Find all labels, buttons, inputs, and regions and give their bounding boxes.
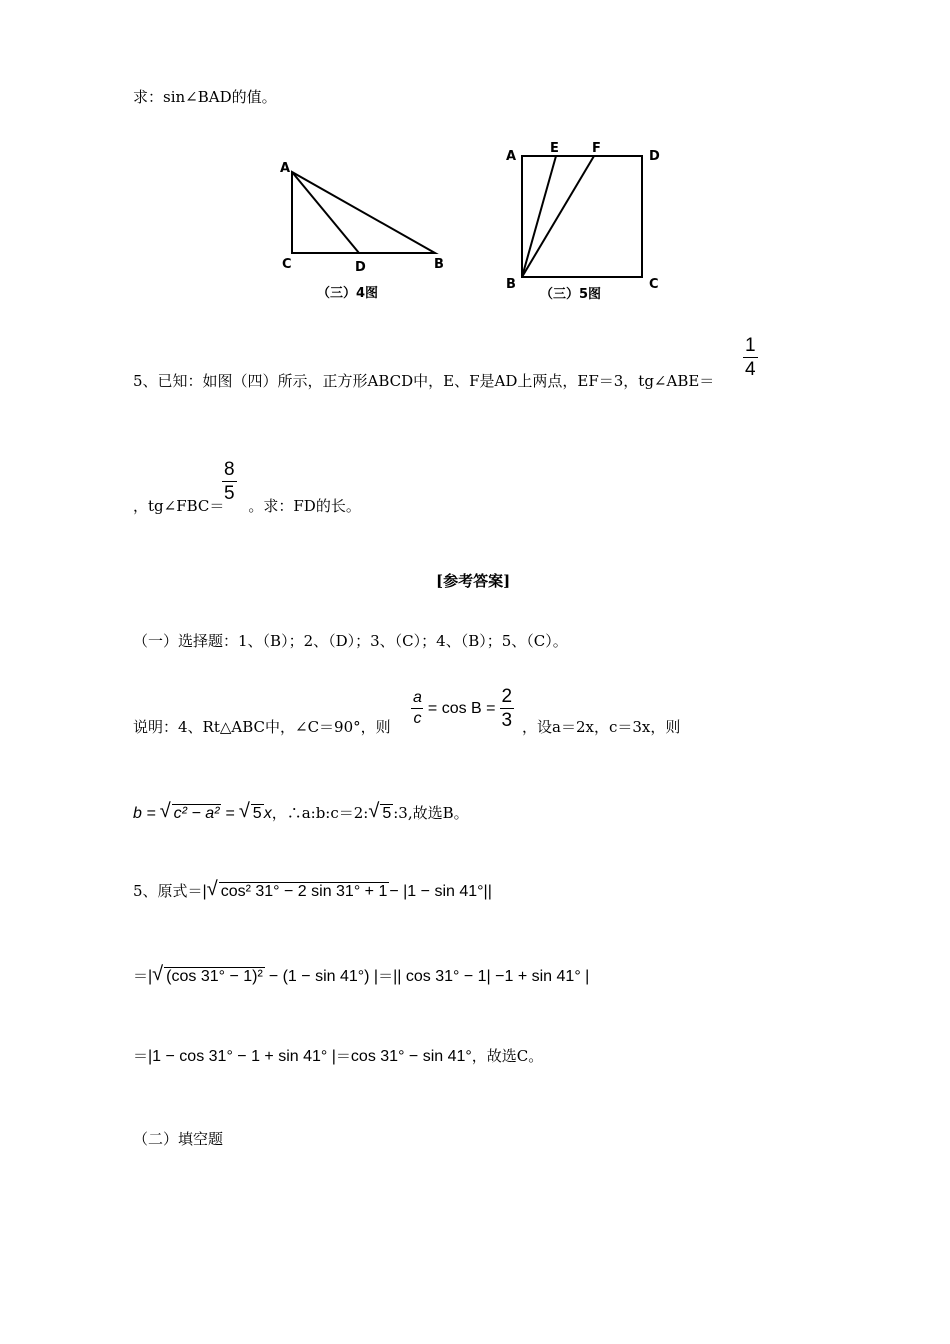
b-formula-line — [133, 800, 469, 823]
choice-answers: （一）选择题：1、（B）；2、（D）；3、（C）；4、（B）；5、（C）。 — [133, 632, 568, 650]
q5-tail: ，故选C。 — [471, 1047, 544, 1065]
fig4-label-a: A — [280, 161, 291, 176]
fig5-caption: （三）5图 — [540, 287, 602, 302]
fig4-label-c: C — [282, 257, 292, 272]
b-lhs: b = — [133, 805, 156, 822]
fraction-denominator: 5 — [224, 483, 235, 504]
equals-sign: ＝ — [335, 1047, 351, 1065]
question-5-text2a: ，tg∠FBC＝ — [133, 497, 225, 515]
radicand-cos-expr: cos² 31° − 2 sin 31° + 1 — [220, 883, 388, 900]
radical-sign: √ — [238, 800, 250, 822]
fig5-label-d: D — [649, 149, 660, 164]
q5-step2-line — [133, 963, 589, 986]
q5-original-line — [133, 878, 492, 901]
fraction-numerator: 1 — [745, 335, 756, 356]
fraction-eight-fifths — [222, 460, 237, 503]
fraction-denominator: 4 — [745, 359, 756, 380]
fraction-denominator: c — [413, 710, 422, 727]
radicand-c2-a2: c² − a² — [173, 805, 220, 822]
figure-4-triangle — [270, 150, 460, 310]
radical-sign: √ — [159, 800, 171, 822]
answers-heading: [参考答案] — [436, 572, 511, 590]
question-5-line1 — [133, 370, 714, 391]
explanation-prefix: 说明：4、Rt△ABC中，∠C＝90°，则 — [133, 718, 391, 736]
radical-sign: √ — [368, 800, 380, 822]
fig4-label-b: B — [434, 257, 444, 272]
equals-sign: ＝ — [133, 967, 149, 985]
fig5-label-b: B — [506, 277, 516, 292]
fraction-numerator: a — [413, 689, 422, 706]
question-5-text2b: 。求：FD的长。 — [248, 497, 361, 515]
radicand-5b: 5 — [382, 805, 392, 822]
abs-bar: | — [202, 883, 207, 900]
fig5-label-a: A — [506, 149, 517, 164]
equals-sign: = — [225, 805, 235, 822]
q5-expr3b: cos 31° − sin 41° — [350, 1048, 472, 1065]
figure-5-square — [498, 136, 678, 306]
ratio-text: ，∴a:b:c＝2: — [271, 804, 369, 822]
variable-x: x — [263, 805, 272, 822]
q5-step3-line — [133, 1045, 543, 1066]
q5-expr2c: || cos 31° − 1| −1 + sin 41° | — [393, 968, 590, 985]
fill-in-heading: （二）填空题 — [133, 1130, 224, 1148]
radicand-square: (cos 31° − 1)² — [166, 968, 263, 985]
fig5-label-f: F — [592, 141, 601, 156]
fraction-numerator: 8 — [224, 459, 235, 480]
fig5-label-e: E — [550, 141, 559, 156]
fraction-denominator: 3 — [501, 710, 513, 731]
fig4-caption: （三）4图 — [317, 286, 379, 301]
radical-sign: √ — [152, 963, 164, 985]
q5-expr1b: − |1 − sin 41°|| — [389, 883, 492, 900]
q5-expr3a: |1 − cos 31° − 1 + sin 41° | — [148, 1048, 336, 1065]
cos-b-formula — [411, 687, 514, 730]
fraction-one-quarter — [743, 336, 758, 379]
question-5-text1: 5、已知：如图（四）所示，正方形ABCD中，E、F是AD上两点，EF＝3，tg∠ABE＝ — [133, 372, 715, 390]
explanation-suffix: ，设a＝2x，c＝3x，则 — [522, 718, 681, 736]
radical-sign: √ — [206, 878, 218, 900]
fraction-numerator: 2 — [501, 686, 513, 707]
q5-expr2b: − (1 − sin 41°) | — [268, 968, 379, 985]
question-4-tail: 求：sin∠BAD的值。 — [133, 88, 277, 106]
question-5-line2 — [133, 495, 361, 516]
equals-sign: ＝ — [133, 1047, 149, 1065]
ratio-tail: :3,故选B。 — [393, 804, 469, 822]
fig4-label-d: D — [355, 260, 366, 275]
equals-sign: ＝ — [378, 967, 394, 985]
q5-prefix: 5、原式＝ — [133, 882, 203, 900]
fig5-label-c: C — [649, 277, 659, 292]
radicand-5: 5 — [252, 805, 262, 822]
abs-bar: | — [148, 968, 153, 985]
cos-b-text: = cos B = — [427, 699, 496, 717]
